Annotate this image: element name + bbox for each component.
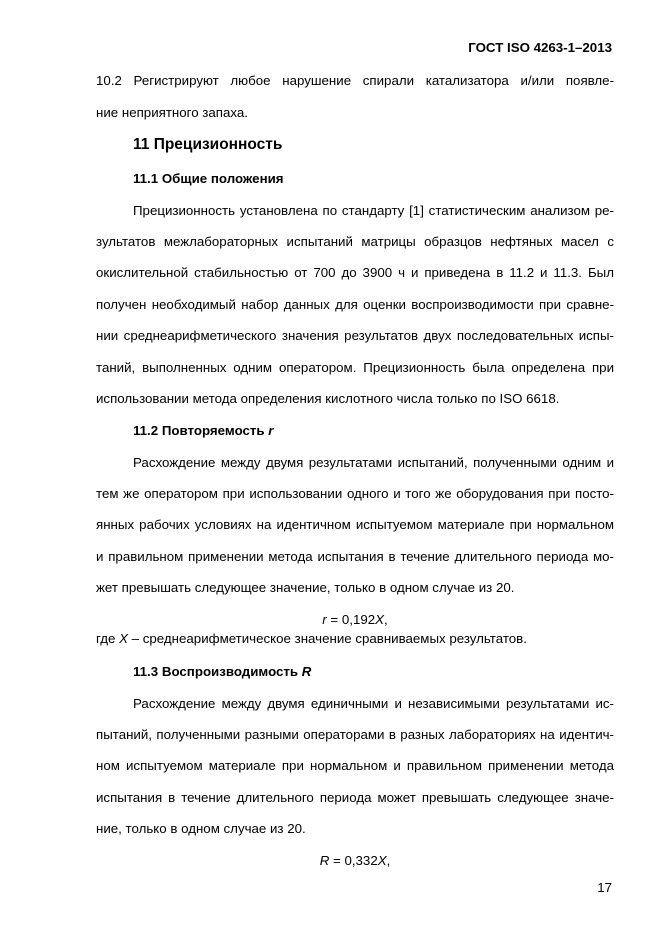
formula-r-var: r xyxy=(322,612,327,627)
s11-2-line-4: и правильном применении метода испытания в течение длительного периода мо- xyxy=(96,549,614,564)
formula-R-end: , xyxy=(386,853,391,868)
formula-r-coef: = 0,192 xyxy=(326,612,376,627)
where-prefix: где xyxy=(96,631,120,646)
s11-2-line-1: Расхождение между двумя результатами испытаний, полученными одним и xyxy=(133,455,614,470)
s11-3-line-1: Расхождение между двумя единичными и независимыми результатами ис- xyxy=(133,696,614,711)
formula-r-x: X xyxy=(375,612,385,627)
section-11-2-title-text: 11.2 Повторяемость xyxy=(133,423,269,438)
s11-1-line-2: зультатов межлабораторных испытаний матрицы образцов нефтяных масел с xyxy=(96,234,614,249)
formula-R-var: R xyxy=(319,853,330,868)
s11-2-line-2: тем же оператором при использовании одного и того же оборудования при посто- xyxy=(96,486,614,501)
section-11-3-title-text: 11.3 Воспроизводимость xyxy=(133,664,302,679)
reproducibility-formula xyxy=(96,853,614,869)
s11-1-line-6: таний, выполненных одним оператором. Прецизионность была определена при xyxy=(96,360,614,375)
s11-3-line-5: ние, только в одном случае из 20. xyxy=(96,821,306,836)
s11-1-line-7: использовании метода определения кислотного числа только по ISO 6618. xyxy=(96,391,560,406)
s11-2-line-5: жет превышать следующее значение, только в одном случае из 20. xyxy=(96,580,515,595)
s10-2-line-1: 10.2 Регистрируют любое нарушение спирали катализатора и/или появле- xyxy=(96,73,614,88)
where-text: – среднеарифметическое значение сравниваемых результатов. xyxy=(127,631,527,646)
section-11-1-title: 11.1 Общие положения xyxy=(133,171,284,186)
page-number: 17 xyxy=(597,880,612,895)
s11-2-line-3: янных рабочих условиях на идентичном испытуемом материале при нормальном xyxy=(96,517,614,532)
section-11-2-title xyxy=(133,423,273,439)
where-x-var: X xyxy=(119,631,128,646)
where-x-definition xyxy=(96,631,527,647)
document-code-header: ГОСТ ISO 4263-1–2013 xyxy=(468,40,612,55)
s11-3-line-4: испытания в течение длительного периода может превышать следующее значе- xyxy=(96,790,614,805)
s11-1-line-5: нии среднеарифметического значения результатов двух последовательных испы- xyxy=(96,328,614,343)
section-11-3-title xyxy=(133,664,311,680)
section-11-title: 11 Прецизионность xyxy=(133,136,283,153)
repeatability-formula xyxy=(96,612,614,628)
s11-1-line-1: Прецизионность установлена по стандарту [1] статистическим анализом ре- xyxy=(133,203,614,218)
s11-3-line-2: пытаний, полученными разными операторами в разных лабораториях на идентич- xyxy=(96,727,614,742)
s11-1-line-3: окислительной стабильностью от 700 до 3900 ч и приведена в 11.2 и 11.3. Был xyxy=(96,265,614,280)
s10-2-line-2: ние неприятного запаха. xyxy=(96,105,248,120)
repeatability-symbol: r xyxy=(268,423,274,438)
formula-R-coef: = 0,332 xyxy=(329,853,378,868)
s11-3-line-3: ном испытуемом материале при нормальном и правильном применении метода xyxy=(96,758,614,773)
reproducibility-symbol: R xyxy=(301,664,312,679)
formula-r-end: , xyxy=(384,612,388,627)
s11-1-line-4: получен необходимый набор данных для оценки воспроизводимости при сравне- xyxy=(96,297,614,312)
formula-R-x: X xyxy=(377,853,387,868)
